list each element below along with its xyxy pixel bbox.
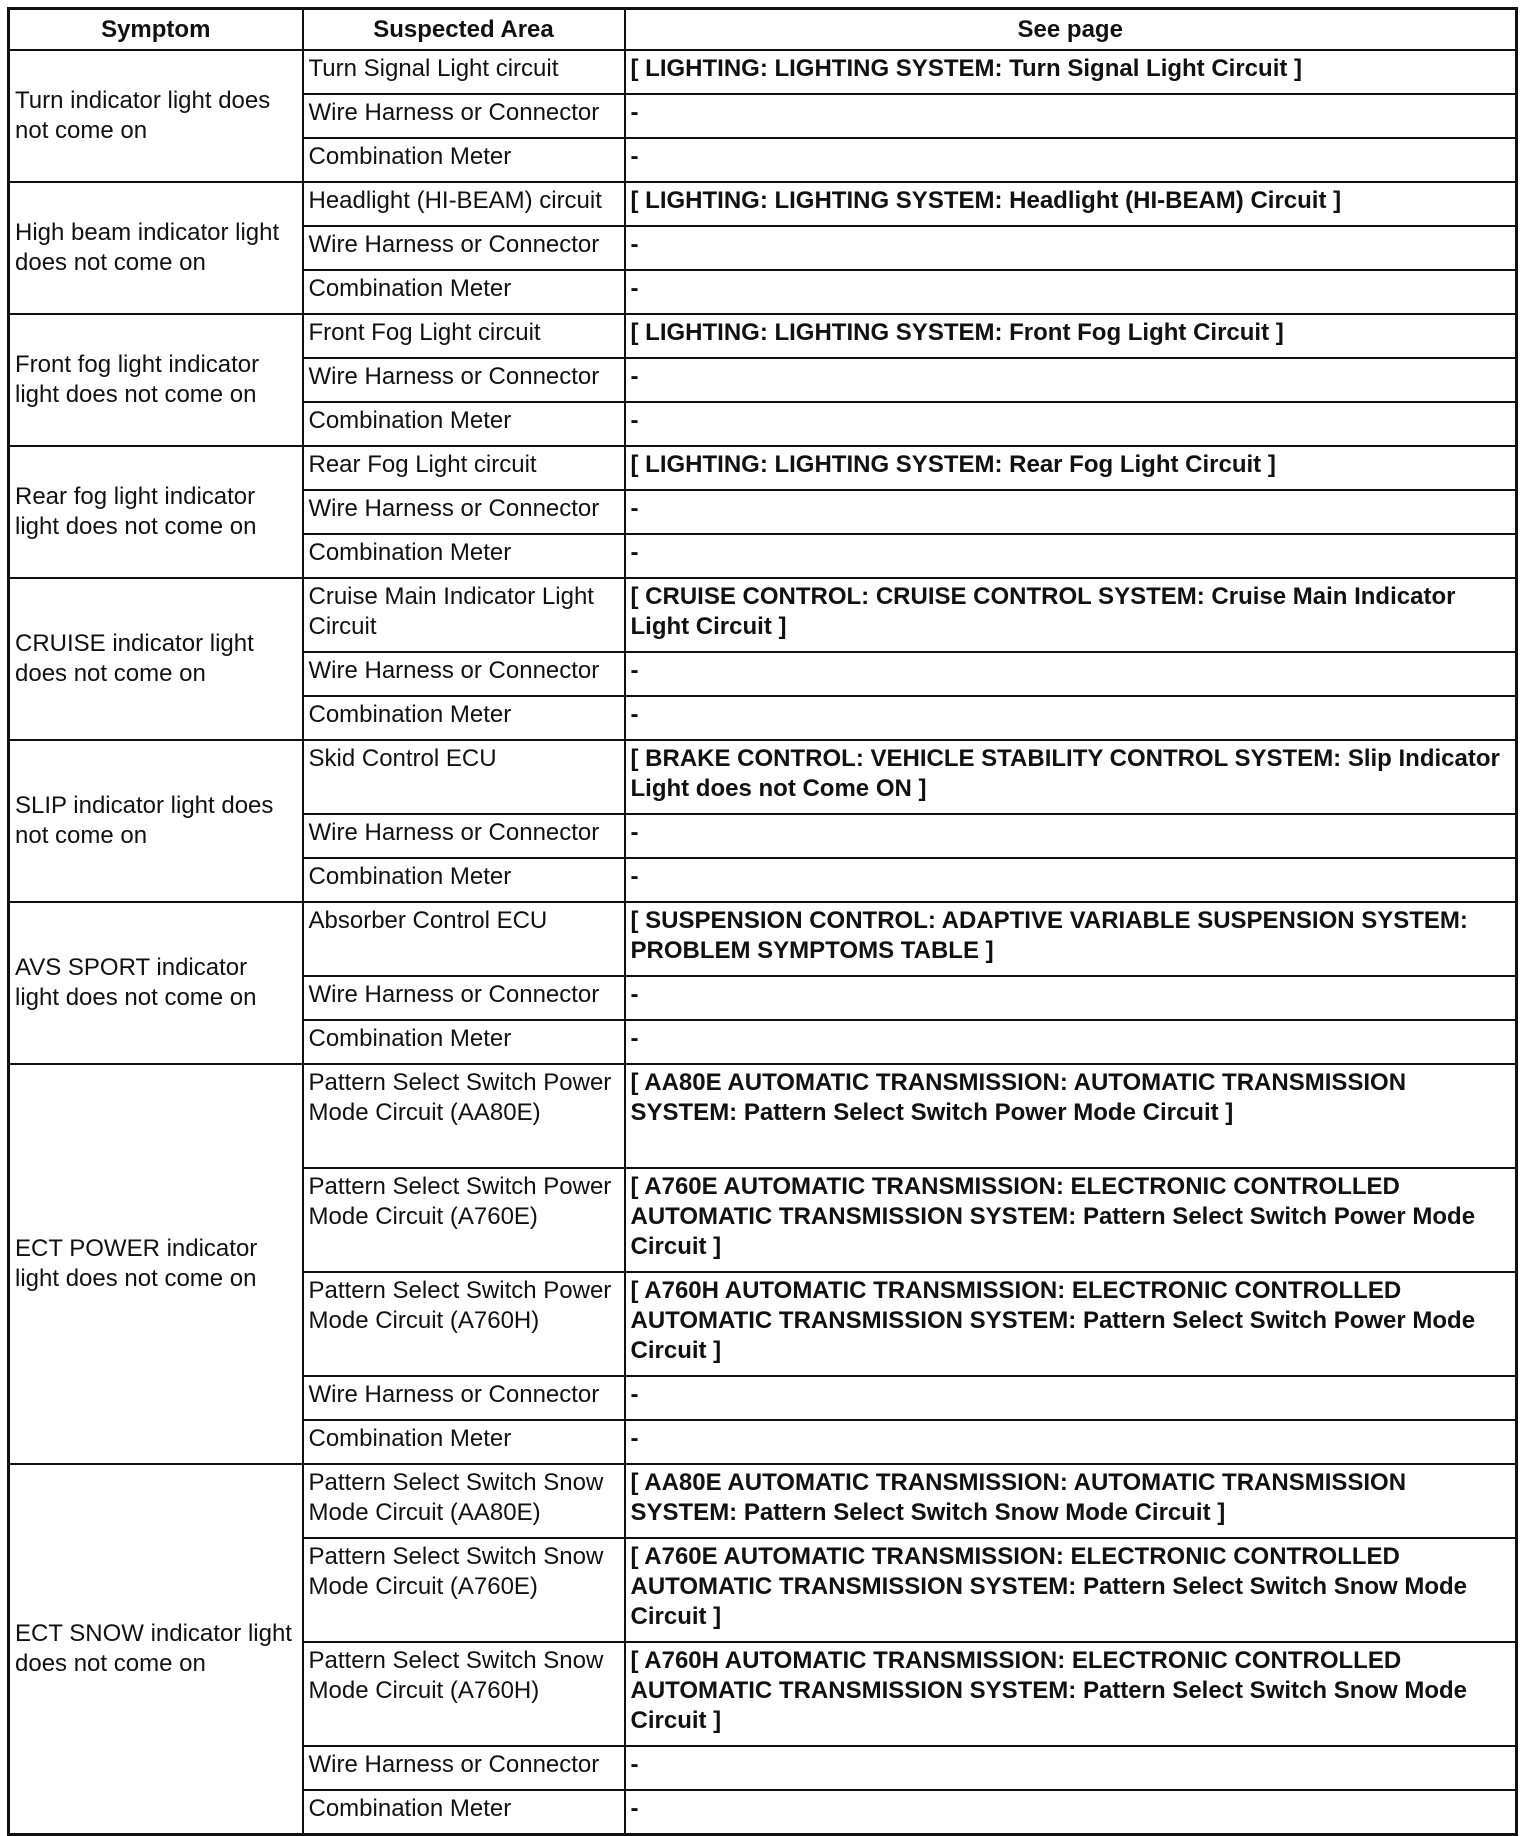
see-page-cell: - [625,358,1517,402]
suspected-area-cell: Wire Harness or Connector [303,652,625,696]
symptom-cell: CRUISE indicator light does not come on [9,578,303,740]
suspected-area-cell: Wire Harness or Connector [303,814,625,858]
suspected-area-cell: Combination Meter [303,402,625,446]
see-page-cell: [ LIGHTING: LIGHTING SYSTEM: Turn Signal Light Circuit ] [625,50,1517,94]
suspected-area-cell: Rear Fog Light circuit [303,446,625,490]
see-page-cell: - [625,652,1517,696]
problem-symptoms-table [7,7,1518,1836]
see-page-cell: [ LIGHTING: LIGHTING SYSTEM: Headlight (HI-BEAM) Circuit ] [625,182,1517,226]
symptom-cell: SLIP indicator light does not come on [9,740,303,902]
suspected-area-cell: Combination Meter [303,696,625,740]
suspected-area-cell: Pattern Select Switch Snow Mode Circuit (A760H) [303,1642,625,1746]
suspected-area-cell: Combination Meter [303,1420,625,1464]
header-see-page: See page [625,9,1517,51]
see-page-cell: - [625,976,1517,1020]
see-page-cell: - [625,696,1517,740]
see-page-cell: [ BRAKE CONTROL: VEHICLE STABILITY CONTROL SYSTEM: Slip Indicator Light does not Come ON ] [625,740,1517,814]
see-page-cell: - [625,270,1517,314]
see-page-cell: [ A760E AUTOMATIC TRANSMISSION: ELECTRONIC CONTROLLED AUTOMATIC TRANSMISSION SYSTEM: Pattern Select Switch Snow Mode Circuit ] [625,1538,1517,1642]
see-page-cell: - [625,1020,1517,1064]
suspected-area-cell: Absorber Control ECU [303,902,625,976]
suspected-area-cell: Combination Meter [303,138,625,182]
suspected-area-cell: Pattern Select Switch Power Mode Circuit (A760H) [303,1272,625,1376]
see-page-cell: [ AA80E AUTOMATIC TRANSMISSION: AUTOMATIC TRANSMISSION SYSTEM: Pattern Select Switch Snow Mode Circuit ] [625,1464,1517,1538]
see-page-cell: - [625,402,1517,446]
see-page-cell: [ CRUISE CONTROL: CRUISE CONTROL SYSTEM: Cruise Main Indicator Light Circuit ] [625,578,1517,652]
see-page-cell: - [625,94,1517,138]
table-row [9,314,1517,358]
see-page-cell: - [625,814,1517,858]
symptom-cell: ECT POWER indicator light does not come on [9,1064,303,1464]
table-row [9,1464,1517,1538]
table-row [9,578,1517,652]
suspected-area-cell: Wire Harness or Connector [303,1376,625,1420]
suspected-area-cell: Cruise Main Indicator Light Circuit [303,578,625,652]
see-page-cell: - [625,1790,1517,1835]
suspected-area-cell: Headlight (HI-BEAM) circuit [303,182,625,226]
see-page-cell: - [625,534,1517,578]
suspected-area-cell: Wire Harness or Connector [303,226,625,270]
see-page-cell: [ LIGHTING: LIGHTING SYSTEM: Rear Fog Light Circuit ] [625,446,1517,490]
symptom-cell: High beam indicator light does not come on [9,182,303,314]
suspected-area-cell: Combination Meter [303,534,625,578]
suspected-area-cell: Pattern Select Switch Snow Mode Circuit (AA80E) [303,1464,625,1538]
suspected-area-cell: Wire Harness or Connector [303,94,625,138]
suspected-area-cell: Combination Meter [303,1790,625,1835]
suspected-area-cell: Front Fog Light circuit [303,314,625,358]
symptom-cell: ECT SNOW indicator light does not come on [9,1464,303,1835]
header-suspected-area: Suspected Area [303,9,625,51]
suspected-area-cell: Pattern Select Switch Power Mode Circuit (AA80E) [303,1064,625,1168]
symptom-cell: Rear fog light indicator light does not come on [9,446,303,578]
symptom-cell: Turn indicator light does not come on [9,50,303,182]
see-page-cell: - [625,858,1517,902]
see-page-cell: - [625,1376,1517,1420]
table-row [9,182,1517,226]
table-row [9,446,1517,490]
suspected-area-cell: Combination Meter [303,1020,625,1064]
suspected-area-cell: Wire Harness or Connector [303,358,625,402]
symptom-cell: Front fog light indicator light does not come on [9,314,303,446]
table-body [9,50,1517,1835]
suspected-area-cell: Turn Signal Light circuit [303,50,625,94]
see-page-cell: [ A760H AUTOMATIC TRANSMISSION: ELECTRONIC CONTROLLED AUTOMATIC TRANSMISSION SYSTEM: Pattern Select Switch Power Mode Circuit ] [625,1272,1517,1376]
see-page-cell: [ A760H AUTOMATIC TRANSMISSION: ELECTRONIC CONTROLLED AUTOMATIC TRANSMISSION SYSTEM: Pattern Select Switch Snow Mode Circuit ] [625,1642,1517,1746]
table-row [9,902,1517,976]
suspected-area-cell: Pattern Select Switch Snow Mode Circuit (A760E) [303,1538,625,1642]
header-row [9,9,1517,51]
see-page-cell: [ SUSPENSION CONTROL: ADAPTIVE VARIABLE SUSPENSION SYSTEM: PROBLEM SYMPTOMS TABLE ] [625,902,1517,976]
see-page-cell: - [625,1746,1517,1790]
see-page-cell: [ LIGHTING: LIGHTING SYSTEM: Front Fog Light Circuit ] [625,314,1517,358]
suspected-area-cell: Pattern Select Switch Power Mode Circuit (A760E) [303,1168,625,1272]
suspected-area-cell: Combination Meter [303,858,625,902]
see-page-cell: [ AA80E AUTOMATIC TRANSMISSION: AUTOMATIC TRANSMISSION SYSTEM: Pattern Select Switch Power Mode Circuit ] [625,1064,1517,1168]
table-row [9,1064,1517,1168]
header-symptom: Symptom [9,9,303,51]
symptom-cell: AVS SPORT indicator light does not come on [9,902,303,1064]
table-wrapper [7,7,1515,1836]
table-row [9,740,1517,814]
suspected-area-cell: Wire Harness or Connector [303,976,625,1020]
see-page-cell: [ A760E AUTOMATIC TRANSMISSION: ELECTRONIC CONTROLLED AUTOMATIC TRANSMISSION SYSTEM: Pattern Select Switch Power Mode Circuit ] [625,1168,1517,1272]
suspected-area-cell: Wire Harness or Connector [303,490,625,534]
suspected-area-cell: Wire Harness or Connector [303,1746,625,1790]
see-page-cell: - [625,226,1517,270]
see-page-cell: - [625,1420,1517,1464]
suspected-area-cell: Skid Control ECU [303,740,625,814]
see-page-cell: - [625,490,1517,534]
see-page-cell: - [625,138,1517,182]
suspected-area-cell: Combination Meter [303,270,625,314]
table-row [9,50,1517,94]
